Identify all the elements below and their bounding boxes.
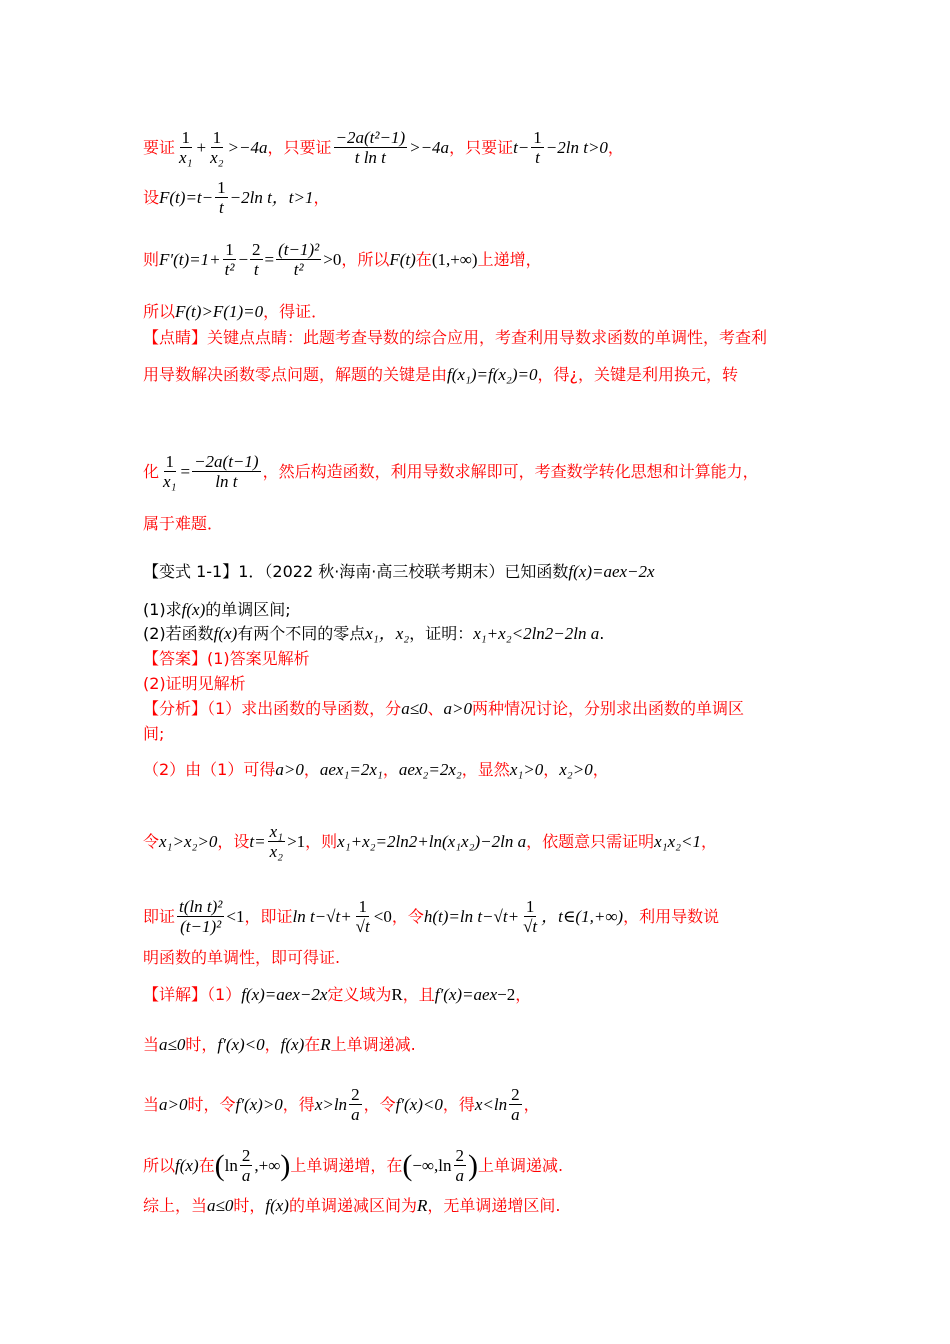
math: R [320,1035,331,1054]
math: x₁>x₂>0 [159,831,218,851]
fraction: $\frac{\text{−2a(t²−1)}}{\text{t ln t}}$ [335,128,406,167]
math: −2x [299,985,328,1004]
text: ，得 [442,1094,475,1114]
text: 令 [143,831,160,851]
text: ，显然 [461,760,510,779]
text: 时， [233,1196,266,1215]
math: x₁>0 [509,760,544,779]
math: (1,+∞) [431,249,478,269]
analysis-6: 明函数的单调性，即可得证. [143,948,341,967]
math: R [416,1196,428,1215]
math: a>0 [275,760,304,779]
text: 在 [415,249,432,269]
math: x₁，x₂ [365,624,410,643]
text: 【详解】（1） [143,985,242,1004]
text: ，令 [391,906,424,926]
detail-2 [143,1035,416,1055]
math: f(x₁)=f(x₂)=0 [447,365,538,384]
text: （2）由（1）可得 [143,760,276,779]
text: ，且 [402,985,435,1004]
math: x₁+x₂<2ln2−2ln a [473,624,600,643]
paren: ) [468,1148,479,1182]
text: 当 [143,1035,160,1054]
comment-line-3 [143,452,759,491]
text: 【分析】（1）求出函数的导函数，分 [143,699,402,718]
math: −∞,ln [412,1155,452,1175]
fraction: $\frac{2}{a}$ [241,1146,251,1185]
text: ， [523,1094,540,1114]
detail-5 [143,1196,560,1216]
text: ， [382,760,399,779]
text: ， [592,760,609,779]
analysis-4 [143,822,717,861]
text: ， [607,137,624,157]
proof-line-4 [143,302,327,322]
text: ，依题意只需证明 [526,831,655,851]
text: 上递增， [477,249,542,269]
text: 用导数解决函数零点问题，解题的关键是由 [143,365,448,384]
fraction: $\frac{1}{t}$ [217,178,226,217]
math: f(x) [213,624,238,643]
analysis-5 [143,897,719,936]
math: f(x) [265,1196,289,1215]
text: ，得¿，关键是利用换元，转 [537,365,738,384]
fraction: $\frac{-2a(t-1)}{\text{ln t}}$ [194,452,259,491]
math: F(t)>F(1)=0 [175,302,264,321]
proof-line-1: 要证 $\frac{1}{\text{x₁}}$ + $\frac{1}{\text{x₂}}$ >−4a ，只要证 $\frac{\text{−2a(t²−1)}}{\text{t ln t}}$ >−4a ，只要证 t− $\frac{1}{t}$ −2ln t>0 ， [143,128,624,167]
text: ， [543,760,560,779]
text: 在 [198,1155,215,1175]
math: f′(x)=ae [434,985,490,1004]
math: t= [249,831,266,851]
text: ，则 [305,831,338,851]
math: F(t) [389,249,416,269]
paren: ) [280,1148,291,1182]
fraction: $\frac{2}{t}$ [252,240,261,279]
question-1 [143,600,291,620]
math: <0 [373,906,392,926]
detail-1 [143,985,531,1005]
fraction: $\frac{\text{x₁}}{\text{x₂}}$ [269,822,284,861]
text: 上单调递减. [478,1155,564,1175]
analysis-3 [143,760,609,780]
text: 时，令 [187,1094,236,1114]
math: =2x₂ [428,760,462,779]
math-sup: x₂ [414,760,429,779]
math: a>0 [159,1094,188,1114]
text: ， [515,985,532,1004]
proof-line-2 [143,178,330,217]
math: >0 [323,249,342,269]
fraction: $\frac{1}{√t}$ [355,897,370,936]
fraction: $\frac{1}{t}$ [533,128,542,167]
text: 上单调递减. [330,1035,416,1054]
fraction: $\frac{1}{\text{x₁}}$ [163,452,177,491]
math: f(x)=ae [568,562,620,581]
text: ，利用导数说 [623,906,720,926]
math: ae [398,760,415,779]
text: 则 [143,249,160,269]
math: f′(x)<0 [395,1094,443,1114]
math: f(x) [181,600,206,619]
detail-3 [143,1085,540,1124]
math: >1 [287,831,306,851]
math-sup: x [619,562,628,581]
text: ， [264,1035,281,1054]
paren: ( [214,1148,225,1182]
text: ， [701,831,718,851]
text: ，所以 [341,249,390,269]
text: 当 [143,1094,160,1114]
math: f(x)=ae [241,985,293,1004]
math: h(t)=ln t−√t+ [423,906,520,926]
text: 有两个不同的零点 [237,624,366,643]
math: a>0 [443,699,473,718]
detail-4 [143,1146,563,1185]
text: ，即证 [244,906,293,926]
math: a≤0 [207,1196,234,1215]
math: a≤0 [401,699,428,718]
math: ，t∈(1,+∞) [541,906,624,926]
text: (1)求 [143,600,182,619]
analysis-2: 间; [143,724,165,743]
text: ，令 [363,1094,396,1114]
proof-line-3 [143,240,542,279]
text: ，证明： [409,624,474,643]
math: f′(x)>0 [235,1094,283,1114]
math: f(x) [280,1035,305,1054]
math: x₁x₂<1 [654,831,702,851]
math: −2ln t，t>1 [229,187,314,207]
text: ，设 [217,831,250,851]
math-sup: x [292,985,300,1004]
text: ，得证． [263,302,328,321]
fraction: $\frac{2}{a}$ [351,1085,360,1124]
math: = [264,249,275,269]
comment-line-1: 【点睛】关键点点睛：此题考查导数的综合应用，考查利用导数求函数的单调性，考查利 [143,328,768,347]
math: >−4a [409,137,450,157]
math: x₁+x₂=2ln2+ln(x₁x₂)−2ln a [337,831,527,851]
math: x₂>0 [559,760,593,779]
math: ,+∞ [254,1155,281,1175]
text: ，只要证 [267,137,332,157]
math-sup: x [489,985,498,1004]
comment-line-2 [143,365,738,385]
text: 即证 [143,906,176,926]
text: 要证 [143,137,176,157]
text: 所以 [143,302,176,321]
math: >−4a [227,137,268,157]
math: t− [513,137,530,157]
math: f(x) [175,1155,199,1175]
math: F′(t)=1+ [159,249,221,269]
text: 设 [143,187,160,207]
text: ，无单调递增区间. [427,1196,561,1215]
math: a≤0 [159,1035,186,1054]
math: −2x [627,562,655,581]
text: 两种情况讨论，分别求出函数的单调区 [472,699,745,718]
math: F(t)=t− [159,187,214,207]
text: ，只要证 [449,137,514,157]
text: 时， [185,1035,218,1054]
text: 、 [427,699,444,718]
math: R [391,985,403,1004]
text: 的单调区间; [205,600,291,619]
comment-line-4: 属于难题． [143,514,224,533]
question-2 [143,624,604,644]
math: x>ln [314,1094,348,1114]
math: ae [319,760,336,779]
fraction: $\frac{\text{t(ln t)²}}{\text{(t−1)²}}$ [179,897,223,936]
math: −2 [497,985,516,1004]
answer-1: 【答案】(1)答案见解析 [143,649,310,668]
text: 【变式 1-1】1．（2022 秋·海南·高三校联考期末）已知函数 [143,562,569,581]
text: 化 [143,461,160,481]
paren: ( [402,1148,413,1182]
answer-2: (2)证明见解析 [143,674,246,693]
text: 所以 [143,1155,176,1175]
math: ln t−√t+ [292,906,352,926]
fraction: $\frac{1}{\text{t²}}$ [224,240,235,279]
math: − [238,249,249,269]
fraction: $\frac{1}{\text{x₁}}$ [179,128,193,167]
text: 定义域为 [327,985,392,1004]
text: 的单调递减区间为 [288,1196,417,1215]
fraction: $\frac{2}{a}$ [455,1146,465,1185]
text: 上单调递增，在 [290,1155,403,1175]
math: =2x₁ [349,760,383,779]
math: <1 [226,906,245,926]
math: = [180,461,191,481]
analysis-1 [143,699,744,719]
text: ，然后构造函数，利用导数求解即可，考查数学转化思想和计算能力， [262,461,759,481]
problem-title [143,562,655,582]
text: ， [303,760,320,779]
math: ln [224,1155,238,1175]
fraction: $\frac{\text{(t−1)²}}{\text{t²}}$ [278,240,320,279]
math: f′(x)<0 [217,1035,265,1054]
math: x<ln [474,1094,508,1114]
fraction: $\frac{2}{a}$ [511,1085,520,1124]
fraction: $\frac{1}{√t}$ [523,897,538,936]
math: −2ln t>0 [545,137,608,157]
text: ，得 [282,1094,315,1114]
text: ， [313,187,330,207]
math-sup: x₁ [335,760,350,779]
text: 在 [304,1035,321,1054]
text: . [599,624,605,643]
fraction: $\frac{1}{\text{x₂}}$ [210,128,224,167]
text: 综上，当 [143,1196,208,1215]
text: (2)若函数 [143,624,214,643]
